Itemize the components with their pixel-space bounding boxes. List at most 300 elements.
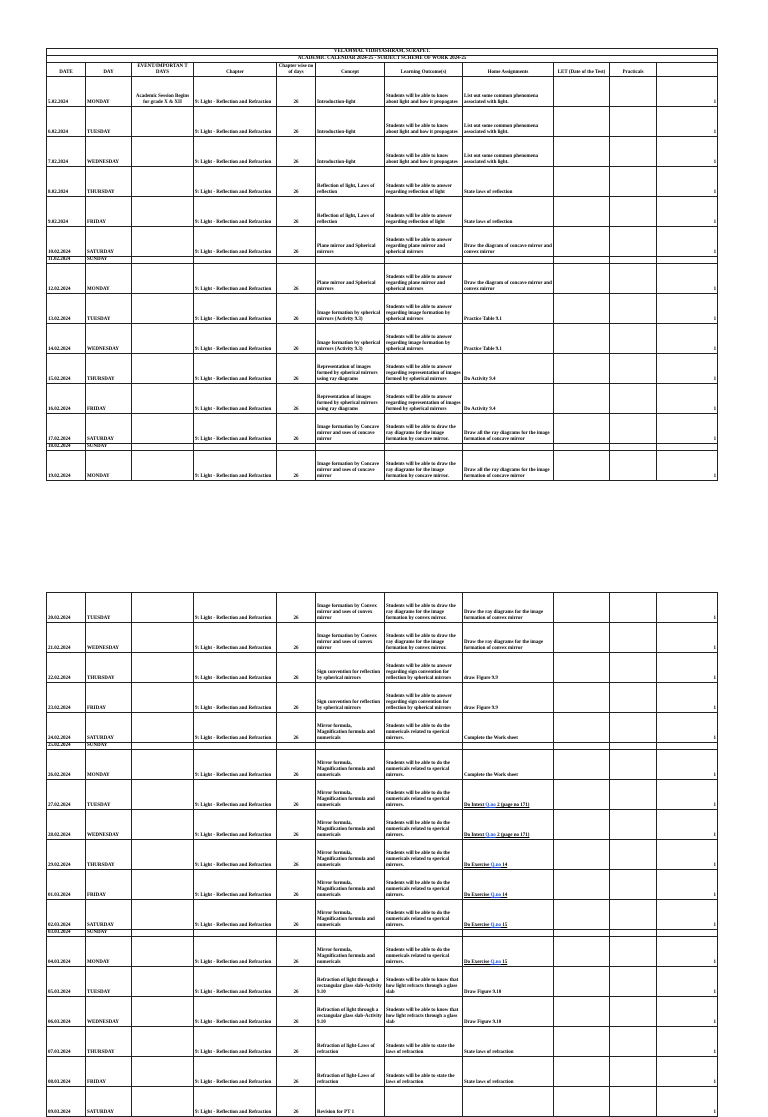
day-cell: SUNDAY bbox=[86, 444, 132, 451]
chapter-days-cell: 26 bbox=[277, 937, 316, 967]
empty-cell bbox=[385, 930, 463, 937]
let-cell bbox=[554, 451, 610, 481]
practicals-cell bbox=[610, 77, 657, 107]
period-cell: 1 bbox=[657, 294, 718, 324]
table-row bbox=[47, 840, 718, 870]
date-cell: 05.03.2024 bbox=[47, 967, 86, 997]
chapter-cell: 9: Light - Reflection and Refraction bbox=[194, 227, 277, 257]
period-cell: 1 bbox=[657, 227, 718, 257]
let-cell bbox=[554, 713, 610, 743]
day-cell: SATURDAY bbox=[86, 414, 132, 444]
event-cell bbox=[132, 683, 194, 713]
chapter-cell: 9: Light - Reflection and Refraction bbox=[194, 414, 277, 444]
assignment-cell bbox=[463, 937, 554, 967]
empty-cell bbox=[657, 743, 718, 750]
outcome-cell: Students will be able to do the numericals related to sperical mirrors. bbox=[385, 900, 463, 930]
concept-cell: Introduction-light bbox=[316, 77, 385, 107]
assignment-cell bbox=[463, 870, 554, 900]
period-cell: 1 bbox=[657, 653, 718, 683]
outcome-cell: Students will be able to do the numericals related to sperical mirrors. bbox=[385, 870, 463, 900]
let-cell bbox=[554, 264, 610, 294]
date-cell: 02.03.2024 bbox=[47, 900, 86, 930]
question-link[interactable]: Q.no bbox=[490, 923, 501, 928]
outcome-cell: Students will be able to answer regarding sign convention for reflection by spherical mirrors bbox=[385, 653, 463, 683]
let-cell bbox=[554, 107, 610, 137]
practicals-cell bbox=[610, 780, 657, 810]
chapter-days-cell: 26 bbox=[277, 354, 316, 384]
table-body-page-2 bbox=[47, 593, 718, 1117]
practicals-cell bbox=[610, 167, 657, 197]
day-cell: FRIDAY bbox=[86, 384, 132, 414]
question-link[interactable]: Q.no bbox=[485, 803, 496, 808]
period-cell: 1 bbox=[657, 77, 718, 107]
assignment-prefix: Do Exercise bbox=[464, 863, 491, 868]
scheme-table-page-1 bbox=[46, 48, 718, 481]
outcome-cell: Students will be able to answer regarding image formation by spherical mirrors bbox=[385, 294, 463, 324]
table-row bbox=[47, 997, 718, 1027]
event-cell bbox=[132, 1057, 194, 1087]
chapter-days-cell: 26 bbox=[277, 780, 316, 810]
header-event: EVENT/IMPORTAN T DAYS bbox=[132, 63, 194, 77]
assignment-cell bbox=[463, 780, 554, 810]
let-cell bbox=[554, 197, 610, 227]
period-cell: 1 bbox=[657, 197, 718, 227]
chapter-days-cell: 26 bbox=[277, 810, 316, 840]
outcome-cell: Students will be able to draw the ray diagrams for the image formation by convex mirror. bbox=[385, 623, 463, 653]
concept-cell: Introduction-light bbox=[316, 137, 385, 167]
assignment-cell: State laws of reflection bbox=[463, 167, 554, 197]
empty-cell bbox=[385, 444, 463, 451]
date-cell: 25.02.2024 bbox=[47, 743, 86, 750]
table-row bbox=[47, 451, 718, 481]
chapter-days-cell: 26 bbox=[277, 870, 316, 900]
let-cell bbox=[554, 77, 610, 107]
assignment-prefix: Do Exercise bbox=[464, 960, 491, 965]
assignment-cell: Draw the ray diagrams for the image formation of convex mirror bbox=[463, 623, 554, 653]
chapter-days-cell: 26 bbox=[277, 967, 316, 997]
day-cell: SATURDAY bbox=[86, 227, 132, 257]
chapter-days-cell: 26 bbox=[277, 414, 316, 444]
table-row bbox=[47, 1057, 718, 1087]
empty-cell bbox=[277, 257, 316, 264]
period-cell: 1 bbox=[657, 967, 718, 997]
concept-cell: Mirror formula, Magnification formula and numericals bbox=[316, 900, 385, 930]
date-cell: 27.02.2024 bbox=[47, 780, 86, 810]
period-cell: 1 bbox=[657, 870, 718, 900]
header-chapter: Chapter bbox=[194, 63, 277, 77]
day-cell: TUESDAY bbox=[86, 593, 132, 623]
chapter-cell: 9: Light - Reflection and Refraction bbox=[194, 451, 277, 481]
concept-cell: Sign convention for reflection by spherical mirrors bbox=[316, 653, 385, 683]
date-cell: 17.02.2024 bbox=[47, 414, 86, 444]
period-cell: 1 bbox=[657, 713, 718, 743]
concept-cell: Refraction of light-Laws of refraction bbox=[316, 1027, 385, 1057]
practicals-cell bbox=[610, 810, 657, 840]
concept-cell: Reflection of light, Laws of reflection bbox=[316, 197, 385, 227]
period-cell: 1 bbox=[657, 414, 718, 444]
concept-cell: Mirror formula, Magnification formula and numericals bbox=[316, 937, 385, 967]
table-row bbox=[47, 137, 718, 167]
table-row bbox=[47, 750, 718, 780]
sunday-row bbox=[47, 743, 718, 750]
chapter-days-cell: 26 bbox=[277, 294, 316, 324]
date-cell: 8.02.2024 bbox=[47, 167, 86, 197]
table-row bbox=[47, 967, 718, 997]
concept-cell: Mirror formula, Magnification formula and numericals bbox=[316, 840, 385, 870]
table-row bbox=[47, 1027, 718, 1057]
empty-cell bbox=[316, 743, 385, 750]
practicals-cell bbox=[610, 1057, 657, 1087]
chapter-cell: 9: Light - Reflection and Refraction bbox=[194, 967, 277, 997]
assignment-suffix: 15 bbox=[501, 960, 508, 965]
day-cell: TUESDAY bbox=[86, 294, 132, 324]
header-blank bbox=[657, 63, 718, 77]
assignment-cell bbox=[463, 840, 554, 870]
chapter-cell: 9: Light - Reflection and Refraction bbox=[194, 1057, 277, 1087]
day-cell: THURSDAY bbox=[86, 653, 132, 683]
practicals-cell bbox=[610, 414, 657, 444]
chapter-days-cell: 26 bbox=[277, 227, 316, 257]
outcome-cell: Students will be able to answer regarding representation of images formed by spherical mirrors bbox=[385, 384, 463, 414]
practicals-cell bbox=[610, 750, 657, 780]
assignment-cell: Draw the diagram of concave mirror and convex mirror bbox=[463, 227, 554, 257]
empty-cell bbox=[385, 743, 463, 750]
chapter-days-cell: 26 bbox=[277, 1027, 316, 1057]
practicals-cell bbox=[610, 384, 657, 414]
practicals-cell bbox=[610, 713, 657, 743]
outcome-cell: Students will be able to do the numericals related to sperical mirrors. bbox=[385, 840, 463, 870]
question-link[interactable]: Q.no bbox=[490, 960, 501, 965]
period-cell: 1 bbox=[657, 623, 718, 653]
day-cell: SUNDAY bbox=[86, 257, 132, 264]
let-cell bbox=[554, 810, 610, 840]
assignment-cell: State laws of refraction bbox=[463, 1057, 554, 1087]
practicals-cell bbox=[610, 324, 657, 354]
chapter-days-cell: 26 bbox=[277, 197, 316, 227]
outcome-cell bbox=[385, 1087, 463, 1117]
date-cell: 6.02.2024 bbox=[47, 107, 86, 137]
assignment-cell: Complete the Work sheet bbox=[463, 713, 554, 743]
practicals-cell bbox=[610, 653, 657, 683]
empty-cell bbox=[657, 930, 718, 937]
concept-cell: Mirror formula, Magnification formula and numericals bbox=[316, 870, 385, 900]
concept-cell: Image formation by Concave mirror and uses of concave mirror bbox=[316, 414, 385, 444]
period-cell: 1 bbox=[657, 997, 718, 1027]
date-cell: 14.02.2024 bbox=[47, 324, 86, 354]
table-row bbox=[47, 197, 718, 227]
practicals-cell bbox=[610, 683, 657, 713]
day-cell: TUESDAY bbox=[86, 780, 132, 810]
concept-cell: Refraction of light through a rectangular glass slab-Activity 9.10 bbox=[316, 967, 385, 997]
day-cell: FRIDAY bbox=[86, 197, 132, 227]
outcome-cell: Students will be able to do the numericals related to sperical mirrors. bbox=[385, 810, 463, 840]
chapter-days-cell: 26 bbox=[277, 324, 316, 354]
period-cell: 1 bbox=[657, 810, 718, 840]
let-cell bbox=[554, 870, 610, 900]
period-cell: 1 bbox=[657, 900, 718, 930]
header-days: Chapter wise no of days bbox=[277, 63, 316, 77]
event-cell bbox=[132, 653, 194, 683]
period-cell: 1 bbox=[657, 324, 718, 354]
day-cell: WEDNESDAY bbox=[86, 137, 132, 167]
empty-cell bbox=[463, 257, 554, 264]
empty-cell bbox=[132, 930, 194, 937]
date-cell: 04.03.2024 bbox=[47, 937, 86, 967]
outcome-cell: Students will be able to draw the ray diagrams for the image formation by concave mirror. bbox=[385, 414, 463, 444]
concept-cell: Reflection of light, Laws of reflection bbox=[316, 167, 385, 197]
chapter-days-cell: 26 bbox=[277, 683, 316, 713]
chapter-cell: 9: Light - Reflection and Refraction bbox=[194, 264, 277, 294]
assignment-text bbox=[464, 893, 507, 898]
date-cell: 24.02.2024 bbox=[47, 713, 86, 743]
chapter-cell: 9: Light - Reflection and Refraction bbox=[194, 593, 277, 623]
event-cell bbox=[132, 227, 194, 257]
event-cell bbox=[132, 593, 194, 623]
assignment-cell: Draw the ray diagrams for the image formation of convex mirror bbox=[463, 593, 554, 623]
practicals-cell bbox=[610, 137, 657, 167]
assignment-prefix: Do Intext bbox=[464, 833, 486, 838]
day-cell: WEDNESDAY bbox=[86, 810, 132, 840]
chapter-cell: 9: Light - Reflection and Refraction bbox=[194, 810, 277, 840]
let-cell bbox=[554, 750, 610, 780]
day-cell: SATURDAY bbox=[86, 1087, 132, 1117]
date-cell: 28.02.2024 bbox=[47, 810, 86, 840]
outcome-cell: Students will be able to answer regarding image formation by spherical mirrors bbox=[385, 324, 463, 354]
assignment-cell: Draw Figure 9.10 bbox=[463, 997, 554, 1027]
chapter-days-cell: 26 bbox=[277, 137, 316, 167]
let-cell bbox=[554, 593, 610, 623]
period-cell: 1 bbox=[657, 1087, 718, 1117]
assignment-cell: Draw all the ray diagrams for the image formation of concave mirror bbox=[463, 451, 554, 481]
practicals-cell bbox=[610, 107, 657, 137]
chapter-cell: 9: Light - Reflection and Refraction bbox=[194, 937, 277, 967]
day-cell: THURSDAY bbox=[86, 1027, 132, 1057]
let-cell bbox=[554, 167, 610, 197]
outcome-cell: Students will be able to state the laws of refraction bbox=[385, 1027, 463, 1057]
concept-cell: Refraction of light through a rectangular glass slab-Activity 9.10 bbox=[316, 997, 385, 1027]
event-cell bbox=[132, 451, 194, 481]
chapter-cell: 9: Light - Reflection and Refraction bbox=[194, 713, 277, 743]
header-practicals: Practicals bbox=[610, 63, 657, 77]
practicals-cell bbox=[610, 1027, 657, 1057]
event-cell bbox=[132, 623, 194, 653]
outcome-cell: Students will be able to do the numericals related to sperical mirrors. bbox=[385, 750, 463, 780]
question-link[interactable]: Q.no bbox=[490, 863, 501, 868]
assignment-text bbox=[464, 960, 507, 965]
table-row bbox=[47, 623, 718, 653]
outcome-cell: Students will be able to draw the ray diagrams for the image formation by concave mirror. bbox=[385, 451, 463, 481]
chapter-days-cell: 26 bbox=[277, 997, 316, 1027]
date-cell: 03.03.2024 bbox=[47, 930, 86, 937]
outcome-cell: Students will be able to know that how light refracts through a glass slab bbox=[385, 997, 463, 1027]
let-cell bbox=[554, 653, 610, 683]
concept-cell: Sign convention for reflection by spherical mirrors bbox=[316, 683, 385, 713]
let-cell bbox=[554, 137, 610, 167]
event-cell bbox=[132, 264, 194, 294]
assignment-prefix: Do Intext bbox=[464, 803, 486, 808]
header-row bbox=[47, 63, 718, 77]
date-cell: 08.03.2024 bbox=[47, 1057, 86, 1087]
assignment-cell: State laws of refraction bbox=[463, 1027, 554, 1057]
assignment-text bbox=[464, 833, 529, 838]
chapter-cell: 9: Light - Reflection and Refraction bbox=[194, 653, 277, 683]
period-cell: 1 bbox=[657, 1057, 718, 1087]
assignment-suffix: 14 bbox=[501, 863, 508, 868]
empty-cell bbox=[277, 444, 316, 451]
event-cell bbox=[132, 137, 194, 167]
let-cell bbox=[554, 1057, 610, 1087]
concept-cell: Image formation by spherical mirrors (Activity 9.3) bbox=[316, 294, 385, 324]
date-cell: 21.02.2024 bbox=[47, 623, 86, 653]
day-cell: THURSDAY bbox=[86, 354, 132, 384]
event-cell bbox=[132, 1087, 194, 1117]
date-cell: 29.02.2024 bbox=[47, 840, 86, 870]
table-row bbox=[47, 1087, 718, 1117]
outcome-cell: Students will be able to answer regarding plane mirror and spherical mirrors bbox=[385, 227, 463, 257]
event-cell bbox=[132, 713, 194, 743]
chapter-cell: 9: Light - Reflection and Refraction bbox=[194, 1087, 277, 1117]
chapter-days-cell: 26 bbox=[277, 653, 316, 683]
event-cell bbox=[132, 997, 194, 1027]
header-assignment: Home Assignments bbox=[463, 63, 554, 77]
assignment-cell: draw Figure 9.9 bbox=[463, 683, 554, 713]
event-cell bbox=[132, 810, 194, 840]
practicals-cell bbox=[610, 623, 657, 653]
event-cell bbox=[132, 1027, 194, 1057]
assignment-prefix: Do Exercise bbox=[464, 923, 491, 928]
practicals-cell bbox=[610, 294, 657, 324]
period-cell: 1 bbox=[657, 937, 718, 967]
let-cell bbox=[554, 1027, 610, 1057]
day-cell: THURSDAY bbox=[86, 167, 132, 197]
empty-cell bbox=[610, 257, 657, 264]
date-cell: 20.02.2024 bbox=[47, 593, 86, 623]
table-row bbox=[47, 713, 718, 743]
chapter-cell: 9: Light - Reflection and Refraction bbox=[194, 324, 277, 354]
day-cell: SUNDAY bbox=[86, 930, 132, 937]
outcome-cell: Students will be able to do the numericals related to sperical mirrors. bbox=[385, 713, 463, 743]
outcome-cell: Students will be able to draw the ray diagrams for the image formation by convex mirror. bbox=[385, 593, 463, 623]
chapter-cell: 9: Light - Reflection and Refraction bbox=[194, 107, 277, 137]
assignment-text bbox=[464, 803, 529, 808]
question-link[interactable]: Q.no bbox=[490, 893, 501, 898]
empty-cell bbox=[463, 930, 554, 937]
day-cell: MONDAY bbox=[86, 750, 132, 780]
chapter-cell: 9: Light - Reflection and Refraction bbox=[194, 840, 277, 870]
assignment-cell: Draw all the ray diagrams for the image formation of concave mirror bbox=[463, 414, 554, 444]
chapter-cell: 9: Light - Reflection and Refraction bbox=[194, 870, 277, 900]
question-link[interactable]: Q.no bbox=[485, 833, 496, 838]
chapter-cell: 9: Light - Reflection and Refraction bbox=[194, 197, 277, 227]
chapter-days-cell: 26 bbox=[277, 384, 316, 414]
outcome-cell: Students will be able to know about light and how it propagates bbox=[385, 77, 463, 107]
period-cell: 1 bbox=[657, 107, 718, 137]
event-cell bbox=[132, 840, 194, 870]
period-cell: 1 bbox=[657, 780, 718, 810]
event-cell bbox=[132, 937, 194, 967]
assignment-cell bbox=[463, 900, 554, 930]
concept-cell: Mirror formula, Magnification formula and numericals bbox=[316, 713, 385, 743]
event-cell bbox=[132, 324, 194, 354]
outcome-cell: Students will be able to answer regarding representation of images formed by spherical mirrors bbox=[385, 354, 463, 384]
date-cell: 26.02.2024 bbox=[47, 750, 86, 780]
table-row bbox=[47, 870, 718, 900]
chapter-days-cell: 26 bbox=[277, 623, 316, 653]
event-cell bbox=[132, 414, 194, 444]
assignment-cell: Practice Table 9.1 bbox=[463, 294, 554, 324]
table-row bbox=[47, 354, 718, 384]
period-cell: 1 bbox=[657, 683, 718, 713]
table-row bbox=[47, 294, 718, 324]
practicals-cell bbox=[610, 354, 657, 384]
date-cell: 7.02.2024 bbox=[47, 137, 86, 167]
chapter-cell: 9: Light - Reflection and Refraction bbox=[194, 137, 277, 167]
practicals-cell bbox=[610, 967, 657, 997]
chapter-days-cell: 26 bbox=[277, 107, 316, 137]
date-cell: 13.02.2024 bbox=[47, 294, 86, 324]
chapter-days-cell: 26 bbox=[277, 593, 316, 623]
table-row bbox=[47, 414, 718, 444]
empty-cell bbox=[657, 257, 718, 264]
outcome-cell: Students will be able to do the numericals related to sperical mirrors. bbox=[385, 937, 463, 967]
period-cell: 1 bbox=[657, 137, 718, 167]
table-row bbox=[47, 900, 718, 930]
empty-cell bbox=[132, 257, 194, 264]
concept-cell: Image formation by Convex mirror and uses of convex mirror bbox=[316, 593, 385, 623]
day-cell: TUESDAY bbox=[86, 107, 132, 137]
assignment-cell: Do Activity 9.4 bbox=[463, 354, 554, 384]
concept-cell: Refraction of light-Laws of refraction bbox=[316, 1057, 385, 1087]
chapter-cell: 9: Light - Reflection and Refraction bbox=[194, 997, 277, 1027]
empty-cell bbox=[610, 930, 657, 937]
chapter-cell: 9: Light - Reflection and Refraction bbox=[194, 1027, 277, 1057]
empty-cell bbox=[463, 743, 554, 750]
day-cell: SATURDAY bbox=[86, 900, 132, 930]
header-concept: Concept bbox=[316, 63, 385, 77]
date-cell: 18.02.2024 bbox=[47, 444, 86, 451]
empty-cell bbox=[610, 444, 657, 451]
let-cell bbox=[554, 384, 610, 414]
period-cell: 1 bbox=[657, 593, 718, 623]
empty-cell bbox=[657, 444, 718, 451]
date-cell: 12.02.2024 bbox=[47, 264, 86, 294]
practicals-cell bbox=[610, 593, 657, 623]
chapter-cell: 9: Light - Reflection and Refraction bbox=[194, 683, 277, 713]
empty-cell bbox=[463, 444, 554, 451]
practicals-cell bbox=[610, 900, 657, 930]
day-cell: FRIDAY bbox=[86, 1057, 132, 1087]
practicals-cell bbox=[610, 1087, 657, 1117]
assignment-cell: Do Activity 9.4 bbox=[463, 384, 554, 414]
event-cell bbox=[132, 107, 194, 137]
practicals-cell bbox=[610, 870, 657, 900]
chapter-days-cell: 26 bbox=[277, 840, 316, 870]
date-cell: 06.03.2024 bbox=[47, 997, 86, 1027]
event-cell bbox=[132, 750, 194, 780]
assignment-cell bbox=[463, 810, 554, 840]
date-cell: 22.02.2024 bbox=[47, 653, 86, 683]
assignment-suffix: 15 bbox=[501, 923, 508, 928]
day-cell: FRIDAY bbox=[86, 870, 132, 900]
event-cell: Academic Session Begins for grade X & XII bbox=[132, 77, 194, 107]
school-name: VELAMMAL VIDHYASHRAM, SURAPET. bbox=[47, 49, 718, 56]
outcome-cell: Students will be able to know that how light refracts through a glass slab bbox=[385, 967, 463, 997]
concept-cell: Plane mirror and Spherical mirrors bbox=[316, 264, 385, 294]
empty-cell bbox=[316, 257, 385, 264]
table-row bbox=[47, 107, 718, 137]
let-cell bbox=[554, 967, 610, 997]
chapter-cell: 9: Light - Reflection and Refraction bbox=[194, 780, 277, 810]
